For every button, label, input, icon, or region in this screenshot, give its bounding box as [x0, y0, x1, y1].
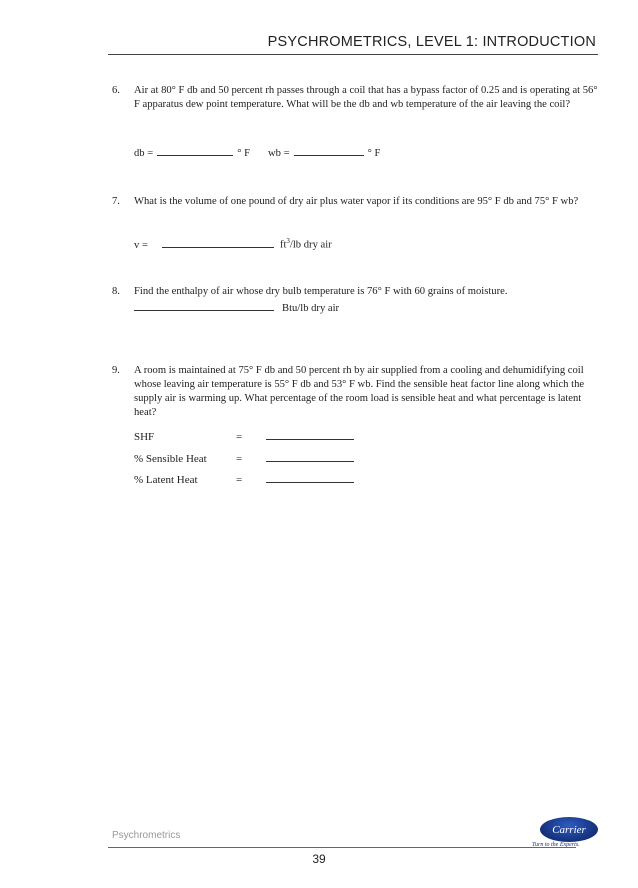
carrier-logo	[540, 817, 598, 842]
question-text: Air at 80° F db and 50 percent rh passes through a coil that has a bypass factor of 0.25 and is operating at 56° F apparatus dew point temperature. What will be the db and wb temperature of the air leaving the coil?	[134, 85, 598, 110]
answer-label: % Sensible Heat	[134, 453, 207, 465]
question-6	[112, 84, 600, 128]
shf-answer-field[interactable]	[266, 430, 354, 440]
answer-label: % Latent Heat	[134, 474, 198, 486]
footer-section-name: Psychrometrics	[112, 830, 181, 841]
answer-wb-row	[268, 146, 380, 159]
answer-sensible-heat-row	[134, 452, 354, 465]
volume-answer-field[interactable]	[162, 238, 274, 248]
question-7	[112, 195, 600, 225]
answer-latent-heat-row	[134, 473, 354, 486]
question-9	[112, 364, 600, 422]
answer-volume-row	[134, 237, 332, 251]
wb-answer-field[interactable]	[294, 146, 364, 156]
question-number: 8.	[112, 286, 120, 297]
question-number: 6.	[112, 85, 120, 96]
enthalpy-answer-field[interactable]	[134, 301, 274, 311]
sensible-heat-answer-field[interactable]	[266, 452, 354, 462]
question-text: Find the enthalpy of air whose dry bulb temperature is 76° F with 60 grains of moisture.	[134, 286, 508, 297]
question-text: A room is maintained at 75° F db and 50 percent rh by air supplied from a cooling and dehumidifying coil whose leaving air temperature is 55° F db and 53° F wb. Find the sensible heat factor line along which the supply air is warming up. What percentage of the room load is sensible heat and what percentage is latent heat?	[134, 365, 585, 418]
answer-shf-row	[134, 430, 354, 443]
equals-sign: =	[236, 453, 243, 465]
answer-db-row	[134, 146, 250, 159]
logo-tagline: Turn to the Experts.	[532, 842, 580, 848]
answer-label: v =	[134, 239, 148, 251]
question-number: 7.	[112, 196, 120, 207]
question-text: What is the volume of one pound of dry air plus water vapor if its conditions are 95° F db and 75° F wb?	[134, 196, 579, 207]
question-number: 9.	[112, 365, 120, 376]
page-header-title: PSYCHROMETRICS, LEVEL 1: INTRODUCTION	[267, 34, 596, 50]
answer-label: db =	[134, 148, 154, 159]
answer-label: SHF	[134, 431, 155, 443]
db-answer-field[interactable]	[157, 146, 233, 156]
footer-divider	[108, 847, 576, 848]
answer-unit: ° F	[367, 148, 381, 159]
answer-enthalpy-row	[134, 301, 339, 314]
page-number: 39	[312, 852, 326, 866]
question-8	[112, 285, 600, 300]
header-divider	[108, 54, 598, 55]
equals-sign: =	[236, 474, 243, 486]
answer-unit: $ft^3/lb$ dry air	[279, 237, 332, 251]
latent-heat-answer-field[interactable]	[266, 473, 354, 483]
logo-text: Carrier	[552, 823, 586, 836]
answer-label: wb =	[268, 148, 290, 159]
equals-sign: =	[236, 431, 243, 443]
answer-unit: ° F	[237, 148, 250, 159]
answer-unit: Btu/lb dry air	[282, 303, 340, 314]
